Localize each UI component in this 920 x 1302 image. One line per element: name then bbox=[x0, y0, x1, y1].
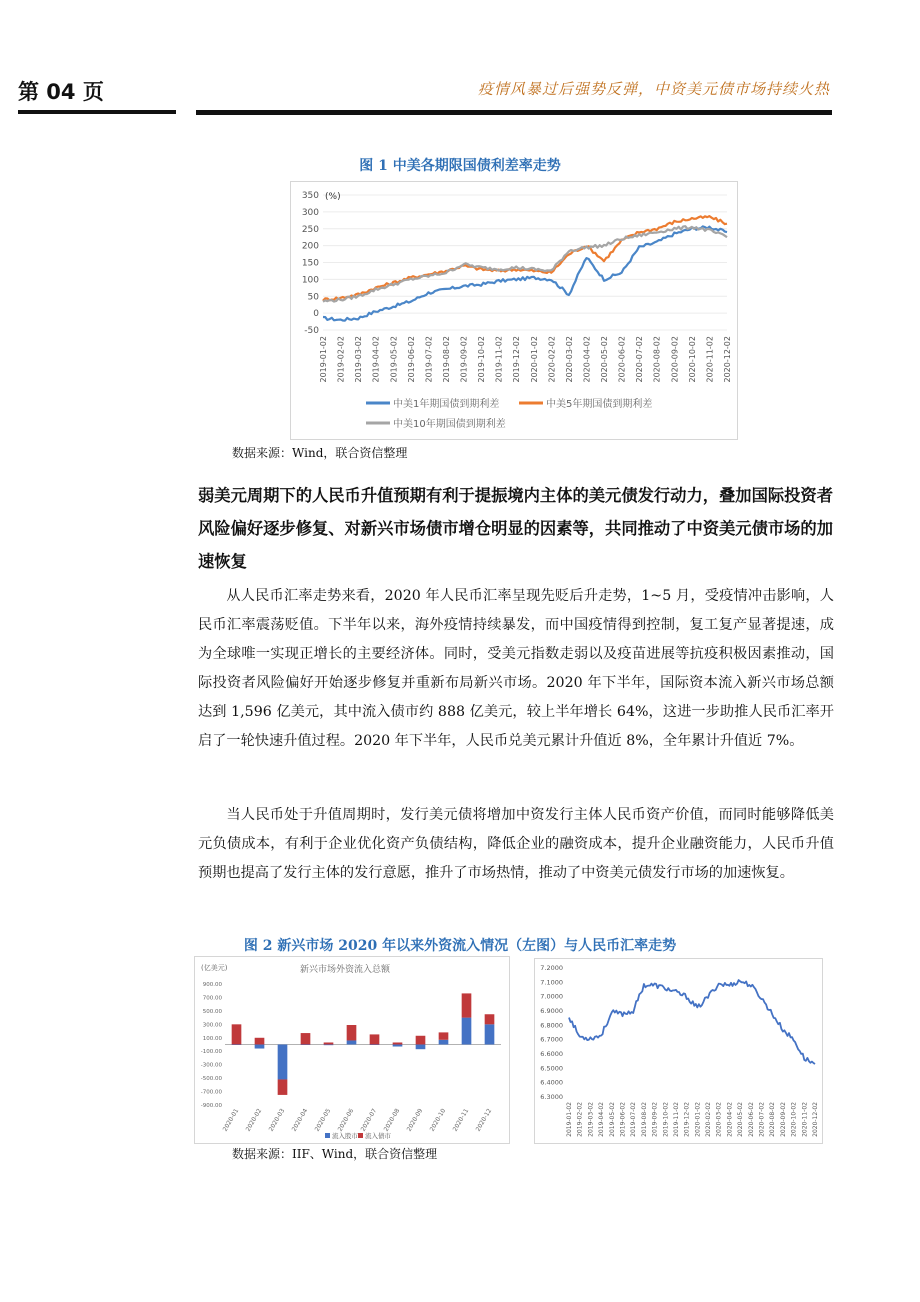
header-rule-right bbox=[196, 110, 832, 115]
chart2-bar-bond bbox=[416, 1036, 426, 1045]
chart3-y-tick: 6.5000 bbox=[540, 1064, 563, 1073]
chart3-x-tick: 2019-12-02 bbox=[683, 1102, 691, 1137]
chart2-legend-swatch bbox=[325, 1133, 330, 1138]
chart3-x-tick: 2020-12-02 bbox=[812, 1102, 819, 1137]
chart3-x-tick: 2019-09-02 bbox=[651, 1102, 659, 1137]
chart2-y-tick: -500.00 bbox=[200, 1076, 222, 1083]
chart1-y-tick: 0 bbox=[313, 309, 319, 320]
chart2-bar-bond bbox=[255, 1038, 265, 1045]
chart2-bar-equity bbox=[347, 1040, 357, 1044]
chart3-x-tick: 2019-10-02 bbox=[662, 1102, 670, 1137]
chart2-bar-bond bbox=[324, 1042, 334, 1044]
chart2-y-tick: 300.00 bbox=[202, 1022, 222, 1029]
chart2-x-tick: 2020-05 bbox=[313, 1107, 333, 1133]
chart2-bar-bond bbox=[370, 1034, 380, 1044]
chart1-x-tick: 2019-07-02 bbox=[424, 336, 434, 383]
chart1-x-tick: 2020-05-02 bbox=[600, 336, 610, 383]
chart3-x-tick: 2019-05-02 bbox=[608, 1102, 616, 1137]
chart2-bar-bond bbox=[439, 1032, 449, 1039]
chart1-x-tick: 2019-05-02 bbox=[389, 336, 399, 383]
chart3-series-line bbox=[569, 980, 815, 1064]
chart2-x-tick: 2020-11 bbox=[451, 1107, 471, 1133]
chart2-x-tick: 2020-10 bbox=[428, 1107, 448, 1133]
chart2-bar-bond bbox=[462, 993, 472, 1017]
figure1-source: 数据来源：Wind，联合资信整理 bbox=[232, 446, 408, 460]
chart2-bar-equity bbox=[439, 1040, 449, 1045]
chart1-x-tick: 2020-09-02 bbox=[670, 336, 680, 383]
chart1-x-tick: 2019-02-02 bbox=[336, 336, 346, 383]
chart3-x-tick: 2019-11-02 bbox=[672, 1102, 680, 1137]
chart1-x-tick: 2019-09-02 bbox=[459, 336, 469, 383]
chart3-y-tick: 6.3000 bbox=[540, 1093, 563, 1101]
chart3-x-tick: 2020-05-02 bbox=[737, 1102, 745, 1137]
chart2-x-tick: 2020-07 bbox=[359, 1107, 379, 1133]
chart1-x-tick: 2019-10-02 bbox=[477, 336, 487, 383]
chart2-y-tick: -100.00 bbox=[200, 1049, 222, 1056]
chart1-x-tick: 2019-06-02 bbox=[406, 336, 416, 383]
chart1-legend-label: 中美1年期国债到期利差 bbox=[393, 399, 500, 410]
chart2-legend-label: 流入债市 bbox=[365, 1132, 391, 1140]
figure2-source: 数据来源：IIF、Wind，联合资信整理 bbox=[232, 1147, 438, 1161]
chart1-y-tick: 150 bbox=[301, 258, 319, 269]
chart3-x-tick: 2019-07-02 bbox=[630, 1102, 638, 1137]
chart1-x-tick: 2020-08-02 bbox=[652, 336, 662, 383]
chart1-legend-label: 中美5年期国债到期利差 bbox=[546, 399, 653, 410]
chart2-x-tick: 2020-04 bbox=[290, 1107, 310, 1133]
chart3-y-tick: 7.2000 bbox=[540, 964, 563, 972]
chart2-x-tick: 2020-01 bbox=[221, 1107, 241, 1133]
spread-line-chart bbox=[291, 182, 737, 439]
chart2-x-tick: 2020-02 bbox=[244, 1107, 264, 1133]
header-title: 疫情风暴过后强势反弹，中资美元债市场持续火热 bbox=[477, 80, 830, 98]
chart2-y-tick: 100.00 bbox=[202, 1035, 222, 1042]
chart3-x-tick: 2020-07-02 bbox=[758, 1102, 766, 1137]
chart3-x-tick: 2019-02-02 bbox=[576, 1102, 584, 1137]
chart2-title: 新兴市场外资流入总额 bbox=[299, 965, 391, 975]
page-number: 第 04 页 bbox=[18, 80, 104, 104]
chart2-bar-bond bbox=[278, 1079, 288, 1094]
chart1-x-tick: 2019-11-02 bbox=[494, 336, 504, 383]
chart1-x-tick: 2020-06-02 bbox=[617, 336, 627, 383]
chart2-x-tick: 2020-08 bbox=[382, 1107, 402, 1133]
chart1-legend-label: 中美10年期国债到期利差 bbox=[393, 419, 506, 430]
chart3-y-tick: 7.1000 bbox=[540, 978, 563, 987]
rmb-exchange-rate-chart bbox=[535, 959, 822, 1143]
chart3-x-tick: 2020-10-02 bbox=[790, 1102, 798, 1137]
chart2-y-tick: 700.00 bbox=[202, 995, 222, 1002]
chart3-y-tick: 7.0000 bbox=[540, 992, 563, 1001]
chart3-x-tick: 2020-01-02 bbox=[694, 1102, 702, 1137]
chart3-x-tick: 2019-08-02 bbox=[640, 1102, 648, 1137]
chart3-x-tick: 2019-04-02 bbox=[598, 1102, 606, 1137]
chart3-x-tick: 2019-06-02 bbox=[619, 1102, 627, 1137]
chart1-x-tick: 2019-12-02 bbox=[512, 336, 522, 383]
chart2-bar-bond bbox=[393, 1042, 403, 1044]
chart2-bar-equity bbox=[255, 1045, 265, 1049]
chart2-bar-bond bbox=[301, 1033, 311, 1044]
chart2-y-tick: 500.00 bbox=[202, 1008, 222, 1015]
chart3-x-tick: 2020-03-02 bbox=[715, 1102, 723, 1137]
chart3-y-tick: 6.6000 bbox=[540, 1050, 563, 1058]
figure1-title: 图 1 中美各期限国债利差率走势 bbox=[359, 158, 561, 174]
chart1-y-tick: 300 bbox=[301, 207, 319, 218]
chart1-y-tick: 350 bbox=[301, 191, 319, 201]
chart2-legend-swatch bbox=[358, 1133, 363, 1138]
chart3-y-tick: 6.7000 bbox=[540, 1035, 563, 1044]
chart3-x-tick: 2020-04-02 bbox=[726, 1102, 734, 1137]
chart1-y-tick: 200 bbox=[301, 241, 319, 252]
chart3-x-tick: 2020-08-02 bbox=[769, 1102, 777, 1137]
header-rule-left bbox=[18, 110, 176, 114]
chart2-bar-equity bbox=[278, 1045, 288, 1080]
chart2-x-tick: 2020-12 bbox=[474, 1107, 494, 1133]
chart3-y-tick: 6.8000 bbox=[540, 1021, 563, 1030]
chart2-bar-equity bbox=[301, 1045, 311, 1046]
chart3-x-tick: 2019-03-02 bbox=[587, 1102, 595, 1137]
chart1-x-tick: 2019-03-02 bbox=[354, 336, 364, 383]
paragraph-1: 从人民币汇率走势来看，2020 年人民币汇率呈现先贬后升走势，1~5 月，受疫情冲击影响，人民币汇率震荡贬值。下半年以来，海外疫情持续暴发，而中国疫情得到控制，复工复产显著提速，成为全球唯一实现正增长的主要经济体。同时，受美元指数走弱以及疫苗进展等抗疫积极因素推动，国际投资者风险偏好开始逐步修复并重新布局新兴市场。2020 年下半年，国际资本流入新兴市场总额达到 1,596 亿美元，其中流入债市约 888 亿美元，较上半年增长 64%，这进一步助推人民币汇率开启了一轮快速升值过程。2020 年下半年，人民币兑美元累计升值近 8%，全年累计升值近 7%。 bbox=[198, 588, 834, 749]
chart2-y-tick: -900.00 bbox=[200, 1103, 222, 1109]
chart2-y-tick: -300.00 bbox=[200, 1062, 222, 1069]
paragraph-2: 当人民币处于升值周期时，发行美元债将增加中资发行主体人民币资产价值，而同时能够降低美元负债成本，有利于企业优化资产负债结构，降低企业的融资成本，提升企业融资能力，人民币升值预期也提高了发行主体的发行意愿，推升了市场热情，推动了中资美元债发行市场的加速恢复。 bbox=[198, 807, 834, 881]
chart1-x-tick: 2020-03-02 bbox=[564, 336, 574, 383]
chart1-x-tick: 2019-08-02 bbox=[441, 336, 451, 383]
chart1-frame bbox=[290, 181, 738, 440]
chart1-series-line bbox=[323, 226, 727, 320]
chart1-x-tick: 2019-01-02 bbox=[319, 336, 328, 383]
chart1-x-tick: 2020-11-02 bbox=[705, 336, 715, 383]
chart2-bar-equity bbox=[324, 1045, 334, 1046]
chart2-x-tick: 2020-06 bbox=[336, 1107, 356, 1133]
chart2-bar-equity bbox=[485, 1024, 495, 1044]
chart1-x-tick: 2020-04-02 bbox=[582, 336, 592, 383]
chart2-frame bbox=[194, 956, 510, 1144]
chart2-y-tick: -700.00 bbox=[200, 1089, 222, 1096]
chart1-y-tick: 50 bbox=[307, 292, 319, 303]
chart3-frame bbox=[534, 958, 823, 1144]
chart2-bar-equity bbox=[462, 1018, 472, 1045]
chart2-bar-bond bbox=[347, 1025, 357, 1040]
chart3-x-tick: 2020-06-02 bbox=[747, 1102, 755, 1137]
chart1-y-tick: -50 bbox=[304, 326, 319, 336]
chart1-x-tick: 2020-10-02 bbox=[687, 336, 697, 383]
chart1-x-tick: 2020-07-02 bbox=[635, 336, 645, 383]
chart3-y-tick: 6.4000 bbox=[540, 1078, 563, 1087]
chart2-y-unit: (亿美元) bbox=[201, 964, 228, 972]
chart2-bar-bond bbox=[485, 1014, 495, 1024]
chart2-bar-equity bbox=[370, 1045, 380, 1046]
section-heading: 弱美元周期下的人民币升值预期有利于提振境内主体的美元债发行动力，叠加国际投资者风险偏好逐步修复、对新兴市场债市增仓明显的因素等，共同推动了中资美元债市场的加速恢复 bbox=[198, 486, 833, 571]
chart1-x-tick: 2019-04-02 bbox=[371, 336, 381, 383]
chart1-x-tick: 2020-01-02 bbox=[529, 336, 539, 383]
chart3-x-tick: 2020-02-02 bbox=[705, 1102, 713, 1137]
chart2-x-tick: 2020-03 bbox=[267, 1107, 287, 1133]
chart2-x-tick: 2020-09 bbox=[405, 1107, 425, 1133]
chart1-y-tick: 100 bbox=[301, 275, 319, 286]
chart1-x-tick: 2020-02-02 bbox=[547, 336, 557, 383]
chart3-x-tick: 2019-01-02 bbox=[566, 1102, 573, 1137]
chart2-bar-bond bbox=[232, 1024, 242, 1044]
chart3-x-tick: 2020-11-02 bbox=[801, 1102, 809, 1137]
chart3-x-tick: 2020-09-02 bbox=[779, 1102, 787, 1137]
chart1-y-tick: 250 bbox=[301, 224, 319, 235]
chart2-legend-label: 流入股市 bbox=[332, 1132, 358, 1140]
chart2-bar-equity bbox=[393, 1045, 403, 1047]
chart2-bar-equity bbox=[416, 1045, 426, 1050]
chart1-y-unit: (%) bbox=[325, 192, 341, 202]
capital-inflow-bar-chart bbox=[195, 957, 509, 1143]
figure2-title: 图 2 新兴市场 2020 年以来外资流入情况（左图）与人民币汇率走势 bbox=[243, 938, 677, 954]
chart1-x-tick: 2020-12-02 bbox=[723, 336, 732, 383]
chart2-y-tick: 900.00 bbox=[202, 982, 222, 988]
chart3-y-tick: 6.9000 bbox=[540, 1007, 563, 1015]
chart2-bar-equity bbox=[232, 1045, 242, 1046]
